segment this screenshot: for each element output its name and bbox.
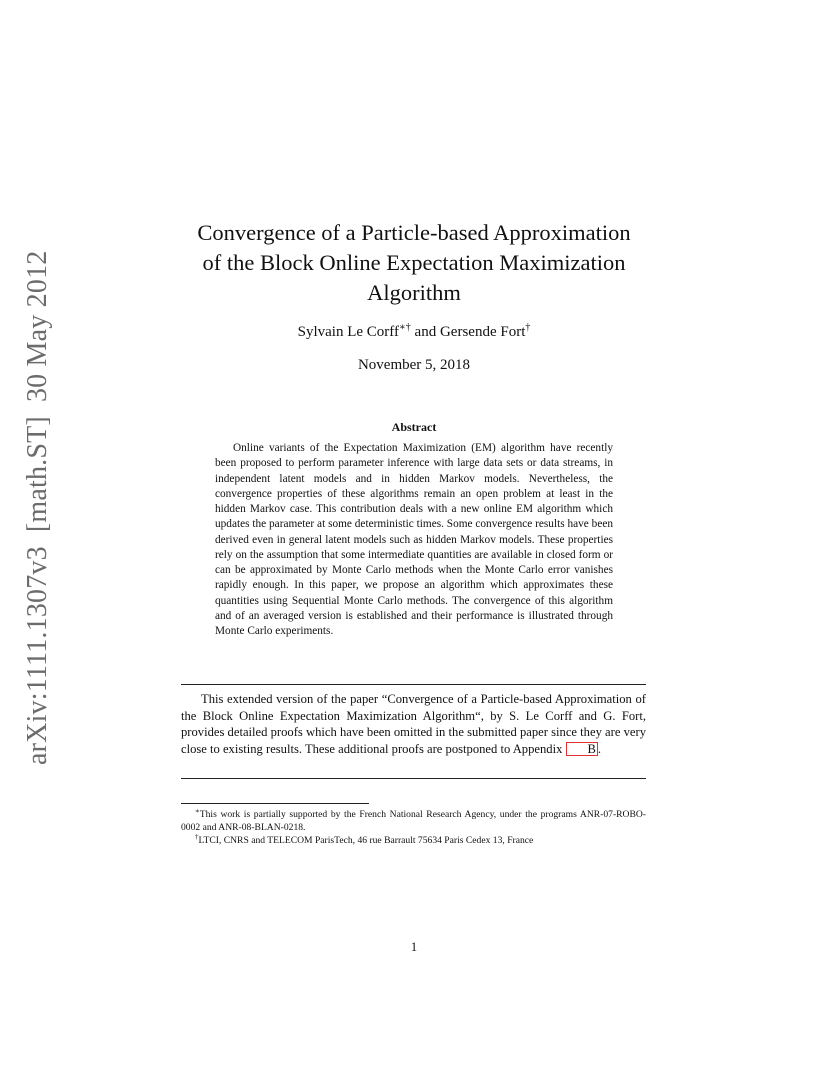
title-line-1: Convergence of a Particle-based Approximation	[197, 220, 631, 245]
paper-date: November 5, 2018	[357, 357, 471, 373]
paper-title	[150, 218, 678, 308]
extended-version-note	[181, 691, 646, 757]
author-first: Sylvain Le Corff	[297, 324, 399, 340]
footnote-affiliation-mark: †	[195, 832, 199, 841]
author-first-marks: ∗†	[399, 322, 411, 333]
abstract-heading: Abstract	[391, 420, 437, 434]
footnote-funding-text: This work is partially supported by the French National Research Agency, under the programs ANR-07-ROBO-0002 and ANR-08-BLAN-0218.	[181, 809, 646, 833]
footnote-separator	[181, 803, 369, 804]
appendix-b-link[interactable]: B	[566, 742, 598, 756]
abstract-body: Online variants of the Expectation Maximization (EM) algorithm have recently been proposed to perform parameter inference with large data sets or data streams, in independent latent models and in hidden Markov models. Nevertheless, the convergence properties of these algorithms remain an open problem at least in the hidden Markov case. This contribution deals with a new online EM algorithm which updates the parameter at some deterministic times. Some convergence results have been derived even in general latent models such as hidden Markov models. These properties rely on the assumption that some intermediate quantities are available in closed form or can be approximated by Monte Carlo methods when the Monte Carlo error vanishes rapidly enough. In this paper, we propose an algorithm which approximates these quantities using Sequential Monte Carlo methods. The convergence of this algorithm and of an averaged version is established and their performance is illustrated through Monte Carlo experiments.	[215, 442, 613, 637]
page-number: 1	[410, 940, 418, 954]
title-line-3: Algorithm	[367, 280, 461, 305]
note-bottom-rule	[181, 778, 646, 779]
footnotes	[181, 808, 646, 847]
note-top-rule	[181, 684, 646, 685]
author-second-marks: †	[525, 322, 531, 333]
footnote-funding-mark: ∗	[195, 806, 200, 815]
arxiv-id: arXiv:1111.1307v3	[22, 546, 53, 765]
extended-note-end: .	[597, 741, 602, 756]
author-second: Gersende Fort	[439, 324, 526, 340]
extended-note-text: This extended version of the paper “Convergence of a Particle-based Approximation of the Block Online Expectation Maximization Algorithm“, by S. Le Corff and G. Fort, provides detailed proofs which have been omitted in the submitted paper since they are very close to existing results. These additional proofs are postponed to Appendix	[181, 692, 646, 756]
arxiv-date: 30 May 2012	[22, 250, 53, 403]
author-line	[150, 322, 678, 342]
footnote-affiliation	[181, 834, 646, 847]
author-conjunction: and	[410, 324, 440, 340]
footnote-funding	[181, 808, 646, 834]
arxiv-side-stamp	[22, 250, 58, 765]
title-line-2: of the Block Online Expectation Maximization	[202, 250, 626, 275]
arxiv-category: [math.ST]	[22, 416, 53, 533]
footnote-affiliation-text: LTCI, CNRS and TELECOM ParisTech, 46 rue Barrault 75634 Paris Cedex 13, France	[198, 835, 534, 846]
